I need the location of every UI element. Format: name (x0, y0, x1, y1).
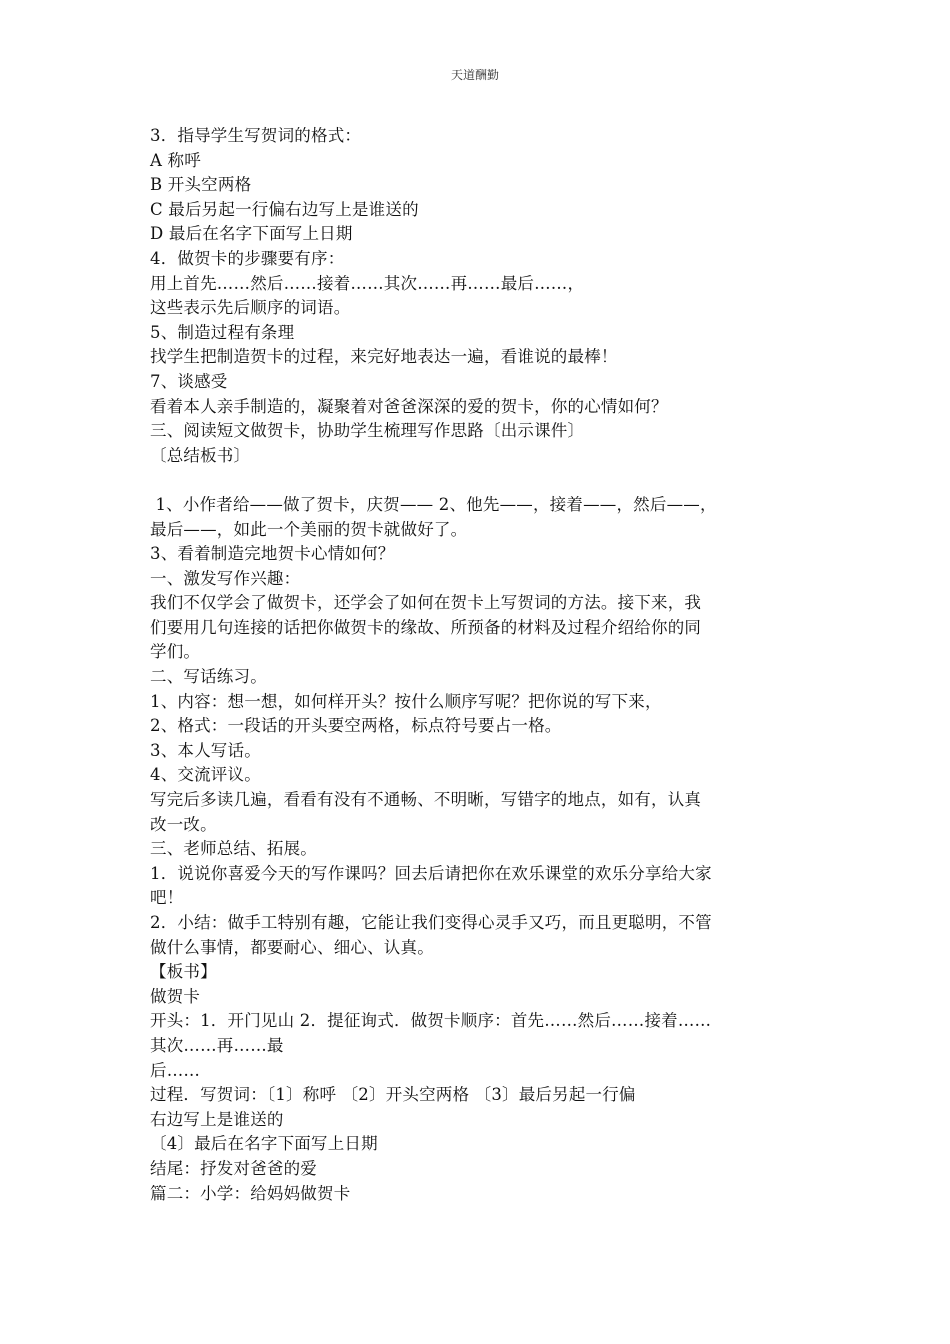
text-line: 1．说说你喜爱今天的写作课吗？回去后请把你在欢乐课堂的欢乐分享给大家 (150, 863, 712, 883)
text-line: 二、写话练习。 (150, 667, 267, 687)
text-line: 【板书】 (150, 962, 217, 982)
text-line: 写完后多读几遍，看看有没有不通畅、不明晰，写错字的地点，如有，认真 (150, 790, 702, 810)
text-line: 改一改。 (150, 814, 217, 834)
text-line: 用上首先……然后……接着……其次……再……最后……， (150, 273, 585, 293)
text-line: 开头：1．开门见山 2．提征询式．做贺卡顺序：首先……然后……接着…… (150, 1011, 712, 1031)
text-line: 2．小结：做手工特别有趣，它能让我们变得心灵手又巧，而且更聪明，不管 (150, 913, 712, 932)
text-line: 找学生把制造贺卡的过程，来完好地表达一遍，看谁说的最棒！ (150, 347, 618, 367)
text-line: 5、制造过程有条理 (150, 322, 295, 342)
text-line: 吧！ (150, 888, 184, 908)
text-line: 我们不仅学会了做贺卡，还学会了如何在贺卡上写贺词的方法。接下来，我 (150, 593, 702, 613)
text-line: 1、小作者给——做了贺卡，庆贺—— 2、他先——，接着——，然后——， (150, 494, 717, 514)
text-line: C 最后另起一行偏右边写上是谁送的 (150, 199, 419, 219)
document-body (150, 124, 800, 1206)
text-line: 3、看着制造完地贺卡心情如何？ (150, 544, 395, 564)
text-line: 其次……再……最 (150, 1035, 284, 1055)
text-line: 这些表示先后顺序的词语。 (150, 298, 351, 318)
text-line: 3．指导学生写贺词的格式： (150, 126, 362, 145)
text-line: 过程．写贺词：〔1〕称呼 〔2〕开头空两格 〔3〕最后另起一行偏 (150, 1085, 636, 1105)
text-line: 做什么事情，都要耐心、细心、认真。 (150, 937, 434, 957)
text-line: 〔总结板书〕 (150, 445, 251, 465)
text-line: 三、老师总结、拓展。 (150, 839, 317, 859)
text-line: 7、谈感受 (150, 371, 228, 391)
text-line: B 开头空两格 (150, 175, 252, 195)
text-line: D 最后在名字下面写上日期 (150, 224, 353, 244)
text-line: 4．做贺卡的步骤要有序： (150, 248, 345, 268)
blank-line (150, 468, 800, 493)
text-line: 篇二：小学：给妈妈做贺卡 (150, 1183, 351, 1203)
text-line: 右边写上是谁送的 (150, 1109, 284, 1129)
text-line: 学们。 (150, 642, 201, 662)
text-line: 结尾：抒发对爸爸的爱 (150, 1158, 317, 1178)
text-line: 做贺卡 (150, 986, 201, 1006)
text-line: 一、激发写作兴趣： (150, 568, 301, 588)
text-line: 三、阅读短文做贺卡，协助学生梳理写作思路〔出示课件〕 (150, 421, 585, 441)
text-line: 3、本人写话。 (150, 740, 261, 760)
text-line: 〔4〕最后在名字下面写上日期 (150, 1134, 378, 1154)
text-line: 最后——，如此一个美丽的贺卡就做好了。 (150, 519, 468, 539)
text-line: 1、内容：想一想，如何样开头？按什么顺序写呢？把你说的写下来， (150, 691, 662, 711)
text-line: 后…… (150, 1060, 201, 1080)
text-line: A 称呼 (150, 150, 201, 170)
text-line: 看着本人亲手制造的，凝聚着对爸爸深深的爱的贺卡，你的心情如何？ (150, 396, 668, 416)
page-header: 天道酬勤 (450, 68, 499, 82)
text-line: 2、格式：一段话的开头要空两格，标点符号要占一格。 (150, 716, 562, 736)
text-line: 4、交流评议。 (150, 765, 261, 785)
text-line: 们要用几句连接的话把你做贺卡的缘故、所预备的材料及过程介绍给你的同 (150, 617, 702, 637)
